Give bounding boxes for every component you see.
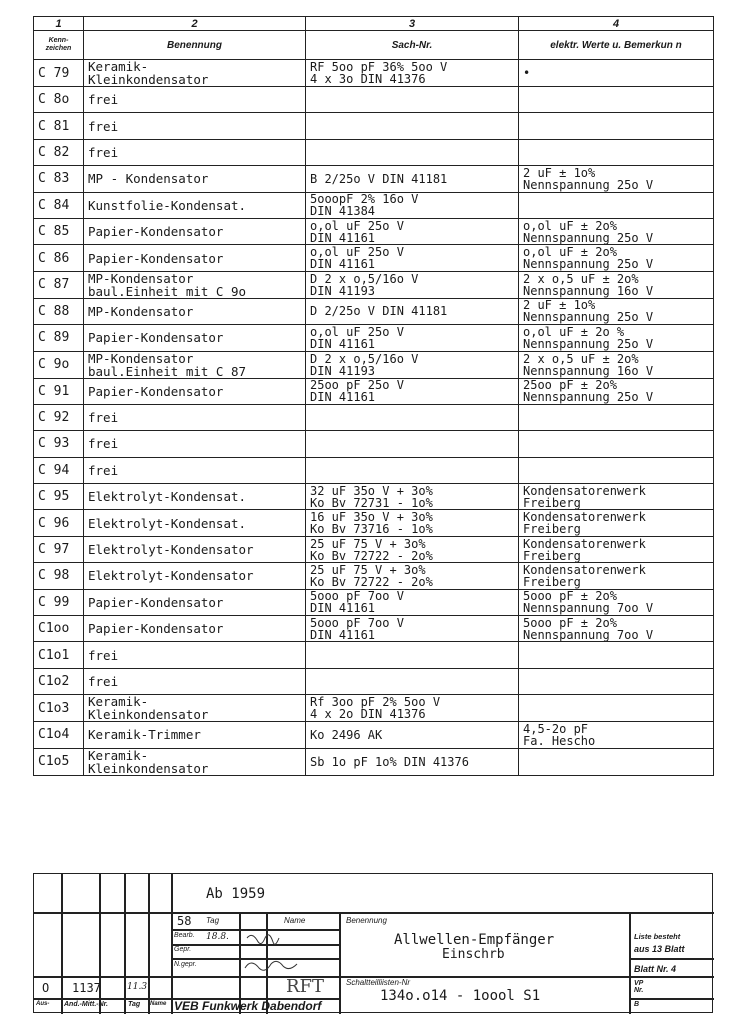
row-sachnr: RF 5oo pF 36% 5oo V 4 x 3o DIN 41376 — [306, 60, 519, 87]
row-benennung: frei — [84, 457, 306, 483]
name2-label: Name — [150, 1001, 167, 1007]
row-kennzeichen: C 79 — [34, 60, 84, 87]
benennung-label: Benennung — [346, 916, 387, 925]
row-sachnr — [306, 457, 519, 483]
row-werte: • — [519, 60, 714, 87]
row-sachnr — [306, 113, 519, 139]
row-werte: o,ol uF ± 2o% Nennspannung 25o V — [519, 218, 714, 244]
row-werte: Kondensatorenwerk Freiberg — [519, 484, 714, 510]
row-kennzeichen: C 98 — [34, 563, 84, 589]
table-row — [34, 325, 714, 351]
row-werte — [519, 431, 714, 457]
table-row — [34, 457, 714, 483]
row-werte: 25oo pF ± 2o% Nennspannung 25o V — [519, 378, 714, 404]
row-benennung: Keramik- Kleinkondensator — [84, 695, 306, 722]
date-number: 58 — [177, 914, 192, 928]
row-benennung: frei — [84, 404, 306, 430]
row-werte: 5ooo pF ± 2o% Nennspannung 7oo V — [519, 589, 714, 615]
table-row — [34, 722, 714, 748]
row-sachnr: 5ooo pF 7oo V DIN 41161 — [306, 589, 519, 615]
liste-count: aus 13 Blatt — [634, 944, 685, 954]
valid-from: Ab 1959 — [206, 886, 266, 902]
row-kennzeichen: C 96 — [34, 510, 84, 536]
row-werte: o,ol uF ± 2o% Nennspannung 25o V — [519, 245, 714, 271]
row-werte: Kondensatorenwerk Freiberg — [519, 510, 714, 536]
table-row — [34, 748, 714, 775]
row-sachnr: Ko 2496 AK — [306, 722, 519, 748]
row-kennzeichen: C 86 — [34, 245, 84, 271]
table-row — [34, 351, 714, 378]
row-benennung: Papier-Kondensator — [84, 218, 306, 244]
row-benennung: Keramik- Kleinkondensator — [84, 748, 306, 775]
schalt-number: 134o.o14 - 1oool S1 — [380, 988, 541, 1004]
revision-date: 11.3 — [127, 982, 148, 992]
row-kennzeichen: C 84 — [34, 192, 84, 218]
company-name: VEB Funkwerk Dabendorf — [174, 999, 322, 1013]
table-row — [34, 192, 714, 218]
row-benennung: Papier-Kondensator — [84, 378, 306, 404]
row-benennung: Papier-Kondensator — [84, 616, 306, 642]
table-row — [34, 589, 714, 615]
row-benennung: Elektrolyt-Kondensat. — [84, 510, 306, 536]
row-werte — [519, 87, 714, 113]
row-sachnr: Rf 3oo pF 2% 5oo V 4 x 2o DIN 41376 — [306, 695, 519, 722]
table-row — [34, 166, 714, 192]
column-number: 2 — [84, 17, 306, 31]
row-werte — [519, 642, 714, 668]
row-benennung: Papier-Kondensator — [84, 245, 306, 271]
signature-icon — [239, 928, 339, 976]
row-werte — [519, 668, 714, 694]
row-kennzeichen: C 92 — [34, 404, 84, 430]
table-row — [34, 298, 714, 324]
bottom-b-label: B — [634, 1001, 640, 1008]
row-sachnr: 16 uF 35o V + 3o% Ko Bv 73716 - 1o% — [306, 510, 519, 536]
table-row — [34, 563, 714, 589]
row-kennzeichen: C 93 — [34, 431, 84, 457]
row-benennung: MP-Kondensator — [84, 298, 306, 324]
table-row — [34, 695, 714, 722]
liste-label: Liste besteht — [634, 932, 681, 941]
row-sachnr: 5ooopF 2% 16o V DIN 41384 — [306, 192, 519, 218]
parts-rows — [34, 60, 714, 776]
row-benennung: Keramik- Kleinkondensator — [84, 60, 306, 87]
row-werte — [519, 139, 714, 165]
row-werte: Kondensatorenwerk Freiberg — [519, 536, 714, 562]
row-kennzeichen: C1o3 — [34, 695, 84, 722]
row-benennung: frei — [84, 139, 306, 165]
table-row — [34, 378, 714, 404]
row-sachnr — [306, 668, 519, 694]
tag2-label: Tag — [128, 1001, 141, 1008]
row-benennung: Keramik-Trimmer — [84, 722, 306, 748]
row-kennzeichen: C 83 — [34, 166, 84, 192]
table-row — [34, 668, 714, 694]
column-number: 3 — [306, 17, 519, 31]
header-kennzeichen: Kenn- zeichen — [34, 31, 84, 60]
row-sachnr: D 2 x o,5/16o V DIN 41193 — [306, 271, 519, 298]
row-sachnr: 32 uF 35o V + 3o% Ko Bv 72731 - 1o% — [306, 484, 519, 510]
row-werte: 2 x o,5 uF ± 2o% Nennspannung 16o V — [519, 271, 714, 298]
column-number: 1 — [34, 17, 84, 31]
table-row — [34, 404, 714, 430]
row-werte — [519, 457, 714, 483]
gepr-label: Gepr. — [174, 946, 192, 953]
row-benennung: frei — [84, 668, 306, 694]
parts-list-sheet — [33, 16, 713, 1012]
row-benennung: frei — [84, 113, 306, 139]
row-kennzeichen: C 8o — [34, 87, 84, 113]
row-kennzeichen: C 97 — [34, 536, 84, 562]
aend-label: And.-Mitt.-Nr. — [64, 1001, 108, 1008]
row-benennung: MP - Kondensator — [84, 166, 306, 192]
table-row — [34, 484, 714, 510]
row-sachnr: B 2/25o V DIN 41181 — [306, 166, 519, 192]
column-number-row — [34, 17, 714, 31]
vp-label: VP Nr. — [634, 980, 644, 994]
bearb-label: Bearb. — [174, 932, 195, 939]
row-werte: 4,5-2o pF Fa. Hescho — [519, 722, 714, 748]
parts-table — [33, 16, 714, 776]
row-sachnr — [306, 642, 519, 668]
row-kennzeichen: C1o5 — [34, 748, 84, 775]
table-row — [34, 431, 714, 457]
table-row — [34, 510, 714, 536]
row-werte — [519, 695, 714, 722]
row-werte: 2 uF ± 1o% Nennspannung 25o V — [519, 298, 714, 324]
row-kennzeichen: C1oo — [34, 616, 84, 642]
row-sachnr: 5ooo pF 7oo V DIN 41161 — [306, 616, 519, 642]
row-sachnr: o,ol uF 25o V DIN 41161 — [306, 325, 519, 351]
row-sachnr — [306, 87, 519, 113]
drawing-title: Allwellen-Empfänger — [394, 932, 555, 948]
row-benennung: Papier-Kondensator — [84, 589, 306, 615]
row-sachnr: 25oo pF 25o V DIN 41161 — [306, 378, 519, 404]
ngepr-label: N.gepr. — [174, 961, 197, 968]
row-sachnr: D 2/25o V DIN 41181 — [306, 298, 519, 324]
row-werte — [519, 748, 714, 775]
row-kennzeichen: C 91 — [34, 378, 84, 404]
row-kennzeichen: C 81 — [34, 113, 84, 139]
row-kennzeichen: C 87 — [34, 271, 84, 298]
row-sachnr: 25 uF 75 V + 3o% Ko Bv 72722 - 2o% — [306, 563, 519, 589]
row-benennung: Elektrolyt-Kondensat. — [84, 484, 306, 510]
header-sachnr: Sach-Nr. — [306, 31, 519, 60]
company-stamp: RFT — [286, 976, 325, 997]
table-row — [34, 271, 714, 298]
row-kennzeichen: C1o1 — [34, 642, 84, 668]
row-benennung: MP-Kondensator baul.Einheit mit C 9o — [84, 271, 306, 298]
row-kennzeichen: C 99 — [34, 589, 84, 615]
header-werte: elektr. Werte u. Bemerkun n — [519, 31, 714, 60]
row-benennung: Elektrolyt-Kondensator — [84, 563, 306, 589]
blatt-number: Blatt Nr. 4 — [634, 964, 677, 974]
row-werte — [519, 192, 714, 218]
bearb-date: 18.8. — [206, 932, 229, 942]
header-benennung: Benennung — [84, 31, 306, 60]
row-sachnr: D 2 x o,5/16o V DIN 41193 — [306, 351, 519, 378]
row-kennzeichen: C1o4 — [34, 722, 84, 748]
row-kennzeichen: C 85 — [34, 218, 84, 244]
name-label: Name — [284, 916, 306, 925]
title-block — [33, 873, 713, 1013]
table-row — [34, 536, 714, 562]
row-benennung: Kunstfolie-Kondensat. — [84, 192, 306, 218]
table-row — [34, 113, 714, 139]
table-row — [34, 218, 714, 244]
row-werte: 2 uF ± 1o% Nennspannung 25o V — [519, 166, 714, 192]
row-benennung: MP-Kondensator baul.Einheit mit C 87 — [84, 351, 306, 378]
row-sachnr: o,ol uF 25o V DIN 41161 — [306, 218, 519, 244]
table-row — [34, 245, 714, 271]
column-number: 4 — [519, 17, 714, 31]
schalt-label: Schaltteilliisten-Nr — [346, 978, 411, 987]
row-werte — [519, 404, 714, 430]
tag-label: Tag — [206, 916, 220, 925]
revision-number: 1137 — [72, 981, 101, 995]
column-header-row — [34, 31, 714, 60]
drawing-subtitle: Einschrb — [442, 947, 505, 962]
row-kennzeichen: C 95 — [34, 484, 84, 510]
row-werte: 5ooo pF ± 2o% Nennspannung 7oo V — [519, 616, 714, 642]
row-sachnr: Sb 1o pF 1o% DIN 41376 — [306, 748, 519, 775]
row-kennzeichen: C1o2 — [34, 668, 84, 694]
row-sachnr — [306, 404, 519, 430]
row-benennung: frei — [84, 642, 306, 668]
row-sachnr: o,ol uF 25o V DIN 41161 — [306, 245, 519, 271]
row-kennzeichen: C 88 — [34, 298, 84, 324]
row-benennung: frei — [84, 87, 306, 113]
table-row — [34, 139, 714, 165]
row-benennung: Elektrolyt-Kondensator — [84, 536, 306, 562]
row-sachnr: 25 uF 75 V + 3o% Ko Bv 72722 - 2o% — [306, 536, 519, 562]
row-werte: 2 x o,5 uF ± 2o% Nennspannung 16o V — [519, 351, 714, 378]
table-row — [34, 60, 714, 87]
aus-label: Aus- — [36, 1001, 50, 1007]
row-kennzeichen: C 94 — [34, 457, 84, 483]
row-benennung: frei — [84, 431, 306, 457]
margin-note — [2, 900, 30, 1010]
row-werte: o,ol uF ± 2o % Nennspannung 25o V — [519, 325, 714, 351]
row-sachnr — [306, 431, 519, 457]
row-werte — [519, 113, 714, 139]
row-benennung: Papier-Kondensator — [84, 325, 306, 351]
table-row — [34, 642, 714, 668]
revision-index: O — [42, 981, 50, 995]
row-kennzeichen: C 9o — [34, 351, 84, 378]
row-werte: Kondensatorenwerk Freiberg — [519, 563, 714, 589]
row-sachnr — [306, 139, 519, 165]
table-row — [34, 87, 714, 113]
row-kennzeichen: C 89 — [34, 325, 84, 351]
table-row — [34, 616, 714, 642]
row-kennzeichen: C 82 — [34, 139, 84, 165]
